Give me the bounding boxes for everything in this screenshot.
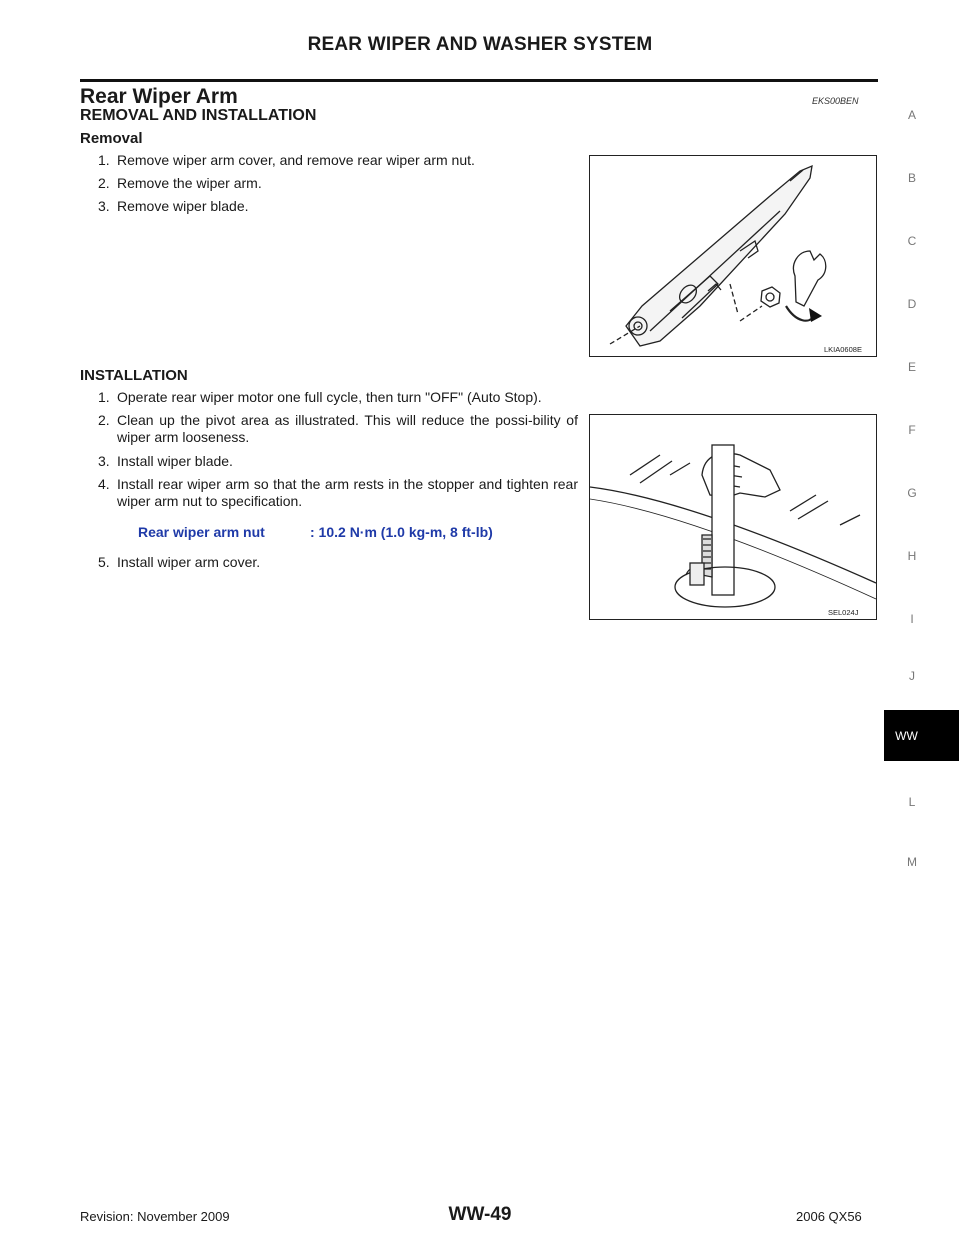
pivot-cleaning-illustration (590, 415, 876, 619)
install-step-1: 1. Operate rear wiper motor one full cycle, then turn "OFF" (Auto Stop). (98, 389, 542, 405)
removal-step-3: 3. Remove wiper blade. (98, 198, 249, 214)
installation-heading: INSTALLATION (80, 367, 188, 384)
wiper-arm-illustration (590, 156, 876, 356)
figure-code: LKIA0608E (824, 345, 862, 354)
side-tab-g[interactable]: G (907, 486, 917, 500)
footer-model: 2006 QX56 (796, 1209, 862, 1224)
removal-step-1: 1. Remove wiper arm cover, and remove rear wiper arm nut. (98, 152, 475, 168)
install-step-5: 5. Install wiper arm cover. (98, 554, 261, 570)
figure-pivot-cleaning (589, 414, 877, 620)
page-header-title: REAR WIPER AND WASHER SYSTEM (307, 34, 653, 55)
torque-spec-value: : 10.2 N·m (1.0 kg-m, 8 ft-lb) (310, 524, 493, 540)
header-rule (80, 79, 878, 82)
section-title: Rear Wiper Arm (80, 85, 238, 108)
side-tab-i[interactable]: I (910, 612, 914, 626)
side-tab-l[interactable]: L (908, 795, 916, 809)
torque-spec (138, 524, 493, 540)
figure-wiper-arm-removal (589, 155, 877, 357)
side-tab-b[interactable]: B (907, 171, 916, 185)
install-step-2: 2. Clean up the pivot area as illustrated. This will reduce the possi-bility of wiper arm looseness. (98, 412, 578, 445)
section-code: EKS00BEN (812, 96, 859, 106)
side-tab-j[interactable]: J (909, 669, 915, 683)
sub-heading: REMOVAL AND INSTALLATION (80, 107, 317, 124)
side-tab-c[interactable]: C (907, 234, 917, 248)
removal-heading: Removal (80, 130, 143, 147)
footer-revision: Revision: November 2009 (80, 1209, 230, 1224)
footer-page-number: WW-49 (448, 1204, 512, 1225)
side-tab-ww[interactable]: WW (895, 729, 918, 743)
removal-step-2: 2. Remove the wiper arm. (98, 175, 262, 191)
figure-code: SEL024J (828, 608, 859, 617)
install-step-3: 3. Install wiper blade. (98, 453, 233, 469)
side-tab-d[interactable]: D (907, 297, 917, 311)
install-step-4: 4. Install rear wiper arm so that the arm rests in the stopper and tighten rear wiper arm nut to specification. (98, 476, 578, 509)
side-tab-e[interactable]: E (907, 360, 916, 374)
side-tab-f[interactable]: F (908, 423, 916, 437)
side-tab-h[interactable]: H (907, 549, 917, 563)
side-tab-a[interactable]: A (907, 108, 916, 122)
side-tab-m[interactable]: M (907, 855, 917, 869)
torque-spec-label: Rear wiper arm nut (138, 524, 265, 540)
